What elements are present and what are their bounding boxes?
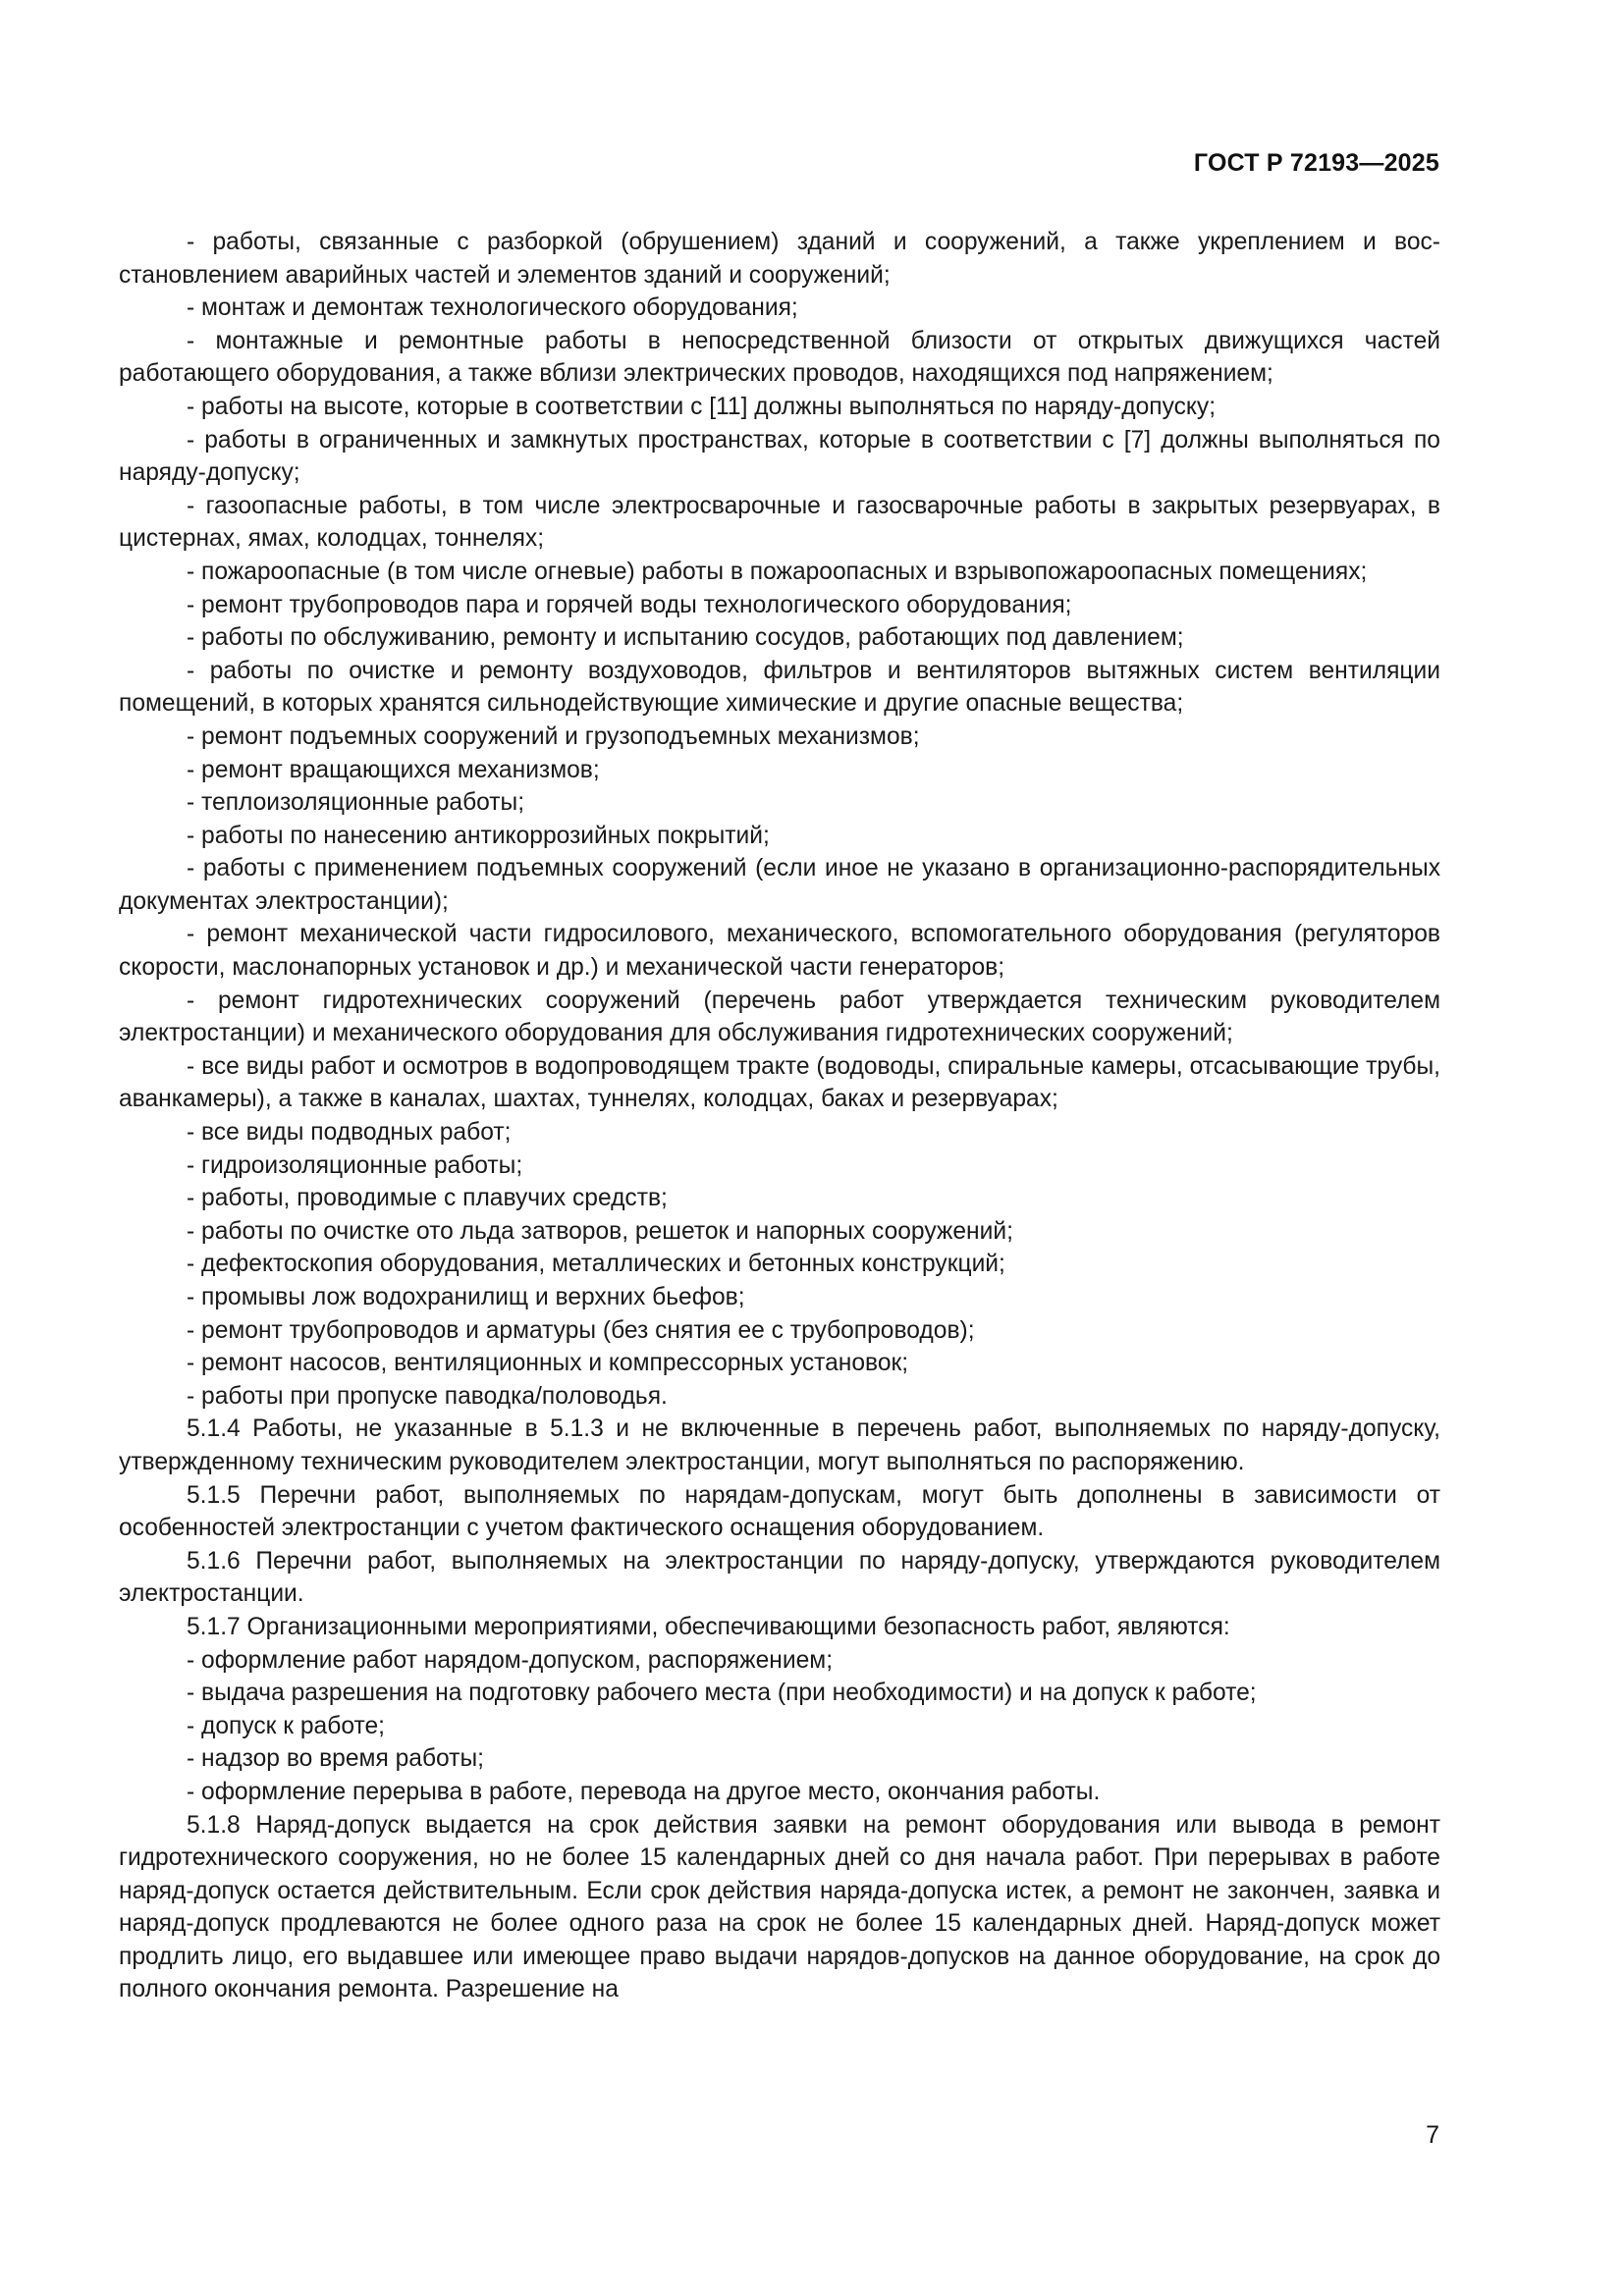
paragraph: - работы при пропуске паводка/половодья. bbox=[187, 1382, 668, 1410]
paragraph: - работы по очистке ото льда затворов, решеток и напорных сооружений; bbox=[187, 1217, 1013, 1245]
paragraph: - теплоизоляционные работы; bbox=[187, 789, 525, 817]
paragraph: - работы по очистке и ремонту воздуховодов, фильтров и вентиляторов вытяжных систем вентиляции помещений, в которых хранятся сильнодействующие химические и другие опасные вещества; bbox=[119, 657, 1440, 718]
page-number: 7 bbox=[1426, 2121, 1439, 2149]
paragraph: - допуск к работе; bbox=[187, 1712, 385, 1739]
paragraph: - газоопасные работы, в том числе электросварочные и газосварочные работы в закрытых резервуарах, в цистернах, ямах, колодцах, тоннелях; bbox=[119, 492, 1440, 553]
paragraph: - ремонт трубопроводов пара и горячей воды технологического оборудования; bbox=[187, 591, 1072, 618]
paragraph: 5.1.6 Перечни работ, выполняемых на электростанции по наряду-допуску, утверждаются руководителем электростанции. bbox=[119, 1547, 1440, 1608]
paragraph: - дефектоскопия оборудования, металлических и бетонных конструкций; bbox=[187, 1251, 1005, 1278]
paragraph: - ремонт механической части гидросилового, механического, вспомогательного оборудования (регуляторов скорости, маслонапорных установок и др.) и механической части генераторов; bbox=[119, 921, 1440, 982]
paragraph: - ремонт гидротехнических сооружений (перечень работ утверждается техническим руководителем электростанции) и механического оборудования для обслуживания гидротехнических сооружений; bbox=[119, 987, 1440, 1047]
paragraph: - пожароопасные (в том числе огневые) работы в пожароопасных и взрывопожароопасных помещениях; bbox=[187, 558, 1368, 585]
paragraph: - работы в ограниченных и замкнутых пространствах, которые в соответствии с [7] должны выполняться по наряду-допуску; bbox=[119, 426, 1440, 487]
paragraph: - надзор во время работы; bbox=[187, 1745, 484, 1773]
paragraph: - все виды подводных работ; bbox=[187, 1119, 512, 1147]
paragraph: - монтажные и ремонтные работы в непосредственной близости от открытых движущихся частей работающего оборудования, а также вблизи электрических проводов, находящихся под напряжением; bbox=[119, 327, 1440, 388]
paragraph: - монтаж и демонтаж технологического оборудования; bbox=[187, 294, 798, 322]
paragraph: 5.1.7 Организационными мероприятиями, обеспечивающими безопасность работ, являются: bbox=[187, 1613, 1230, 1640]
paragraph: - работы по обслуживанию, ремонту и испытанию сосудов, работающих под давлением; bbox=[187, 624, 1184, 652]
paragraph: - работы, проводимые с плавучих средств; bbox=[187, 1185, 668, 1212]
paragraph: 5.1.5 Перечни работ, выполняемых по нарядам-допускам, могут быть дополнены в зависимости от особенностей электростанции с учетом фактического оснащения оборудованием. bbox=[119, 1481, 1440, 1542]
paragraph: - выдача разрешения на подготовку рабочего места (при необходимости) и на допуск к работе; bbox=[187, 1680, 1257, 1707]
paragraph: - работы на высоте, которые в соответствии с [11] должны выполняться по наряду-допуску; bbox=[187, 393, 1217, 420]
paragraph: - работы, связанные с разборкой (обрушением) зданий и сооружений, а также укреплением и восстановлением аварийных частей и элементов зданий и сооружений; bbox=[119, 229, 1440, 289]
paragraph: 5.1.4 Работы, не указанные в 5.1.3 и не включенные в перечень работ, выполняемых по наряду-допуску, утвержденному техническим руководителем электростанции, могут выполняться по распоряжению. bbox=[119, 1415, 1440, 1475]
paragraph: - работы с применением подъемных сооружений (если иное не указано в организационно-распорядительных документах электростанции); bbox=[119, 855, 1440, 915]
paragraph: - все виды работ и осмотров в водопроводящем тракте (водоводы, спиральные камеры, отсасывающие трубы, аванкамеры), а также в каналах, шахтах, туннелях, колодцах, баках и резервуарах; bbox=[119, 1052, 1440, 1113]
paragraph: - ремонт трубопроводов и арматуры (без снятия ее с трубопроводов); bbox=[187, 1316, 975, 1344]
paragraph: 5.1.8 Наряд-допуск выдается на срок действия заявки на ремонт оборудования или вывода в ремонт гидротехнического сооружения, но не более 15 календарных дней со дня начала работ. При перерывах в работе наряд-допуск остается действительным. Если срок действия наряда-допуска истек, а ремонт не закончен, заявка и наряд-допуск продлеваются не более одного раза на срок не более 15 календарных дней. Наряд-допуск может продлить лицо, его выдавшее или имеющее право выдачи нарядов-допусков на данное оборудование, на срок до полного окончания ремонта. Разрешение на bbox=[119, 1811, 1440, 2003]
paragraph: - ремонт подъемных сооружений и грузоподъемных механизмов; bbox=[187, 722, 920, 750]
standard-code-header: ГОСТ Р 72193—2025 bbox=[1193, 149, 1439, 177]
paragraph: - оформление перерыва в работе, перевода на другое место, окончания работы. bbox=[187, 1778, 1101, 1805]
paragraph: - ремонт насосов, вентиляционных и компрессорных установок; bbox=[187, 1350, 909, 1377]
paragraph: - гидроизоляционные работы; bbox=[187, 1151, 523, 1179]
paragraph: - промывы лож водохранилищ и верхних бьефов; bbox=[187, 1284, 745, 1310]
paragraph: - оформление работ нарядом-допуском, распоряжением; bbox=[187, 1646, 834, 1674]
paragraph: - работы по нанесению антикоррозийных покрытий; bbox=[187, 822, 770, 849]
document-body bbox=[119, 226, 1440, 2006]
paragraph: - ремонт вращающихся механизмов; bbox=[187, 756, 600, 783]
